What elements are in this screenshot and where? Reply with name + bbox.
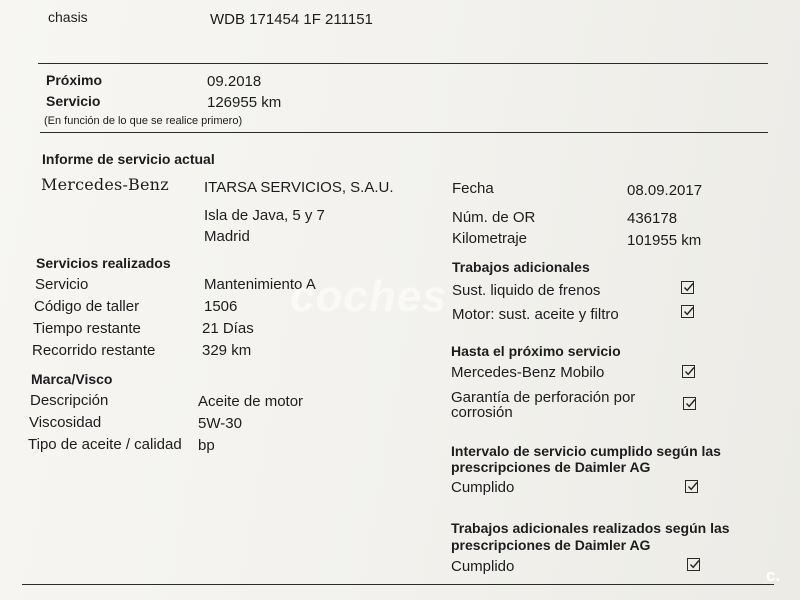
next-km: 126955 km	[207, 94, 282, 111]
km-value: 101955 km	[627, 232, 702, 249]
oil-row-label: Tipo de aceite / calidad	[28, 436, 182, 453]
or-value: 436178	[627, 210, 678, 227]
fecha-label: Fecha	[452, 180, 494, 197]
services-row-value: 1506	[204, 298, 238, 315]
checkbox-checked-icon	[683, 397, 696, 410]
company-address-1: Isla de Java, 5 y 7	[204, 207, 325, 224]
services-row-value: 329 km	[202, 342, 252, 359]
chassis-label: chasis	[48, 9, 88, 25]
oil-row-label: Descripción	[30, 392, 109, 409]
brand-logo: Mercedes-Benz	[41, 175, 169, 194]
additional-title: Trabajos adicionales	[452, 259, 590, 275]
corner-logo: c.	[766, 566, 781, 585]
checkbox-checked-icon	[682, 365, 695, 378]
until-next-item: corrosión	[451, 404, 513, 421]
next-date: 09.2018	[207, 73, 262, 90]
services-row-label: Servicio	[35, 276, 89, 293]
chassis-value: WDB 171454 1F 211151	[210, 11, 373, 28]
services-row-label: Recorrido restante	[32, 342, 156, 359]
until-next-item: Mercedes-Benz Mobilo	[451, 364, 605, 381]
or-label: Núm. de OR	[452, 209, 536, 226]
divider-bottom	[22, 584, 774, 585]
km-label: Kilometraje	[452, 230, 528, 247]
next-label-2: Servicio	[46, 93, 101, 109]
services-row-label: Código de taller	[34, 298, 140, 315]
fecha-value: 08.09.2017	[627, 182, 703, 199]
services-row-value: Mantenimiento A	[204, 276, 316, 293]
services-row-label: Tiempo restante	[33, 320, 141, 337]
extra-works-title-1: Trabajos adicionales realizados según las	[451, 520, 730, 536]
divider-next	[40, 132, 768, 133]
services-title: Servicios realizados	[36, 255, 171, 271]
next-note: (En función de lo que se realice primero)	[44, 115, 243, 127]
divider-top	[38, 63, 768, 64]
watermark-text: coches	[290, 272, 448, 321]
oil-row-value: 5W-30	[198, 415, 242, 432]
next-label-1: Próximo	[46, 72, 103, 88]
services-row-value: 21 Días	[202, 320, 254, 337]
extra-works-status: Cumplido	[451, 558, 515, 575]
until-next-title: Hasta el próximo servicio	[451, 343, 621, 359]
interval-status: Cumplido	[451, 479, 515, 496]
oil-title: Marca/Visco	[31, 371, 113, 387]
company-address-2: Madrid	[204, 228, 250, 245]
company-name: ITARSA SERVICIOS, S.A.U.	[204, 179, 394, 196]
checkbox-checked-icon	[687, 558, 700, 571]
report-title: Informe de servicio actual	[42, 151, 215, 167]
additional-item: Sust. liquido de frenos	[452, 282, 601, 299]
oil-row-value: Aceite de motor	[198, 393, 304, 410]
interval-title-1: Intervalo de servicio cumplido según las	[451, 443, 721, 459]
oil-row-value: bp	[198, 437, 215, 454]
extra-works-title-2: prescripciones de Daimler AG	[451, 537, 651, 553]
checkbox-checked-icon	[681, 281, 694, 294]
additional-item: Motor: sust. aceite y filtro	[452, 306, 619, 323]
checkbox-checked-icon	[685, 480, 698, 493]
until-next-item: Garantía de perforación por	[451, 389, 636, 406]
interval-title-2: prescripciones de Daimler AG	[451, 459, 651, 475]
oil-row-label: Viscosidad	[29, 414, 102, 431]
checkbox-checked-icon	[681, 305, 694, 318]
